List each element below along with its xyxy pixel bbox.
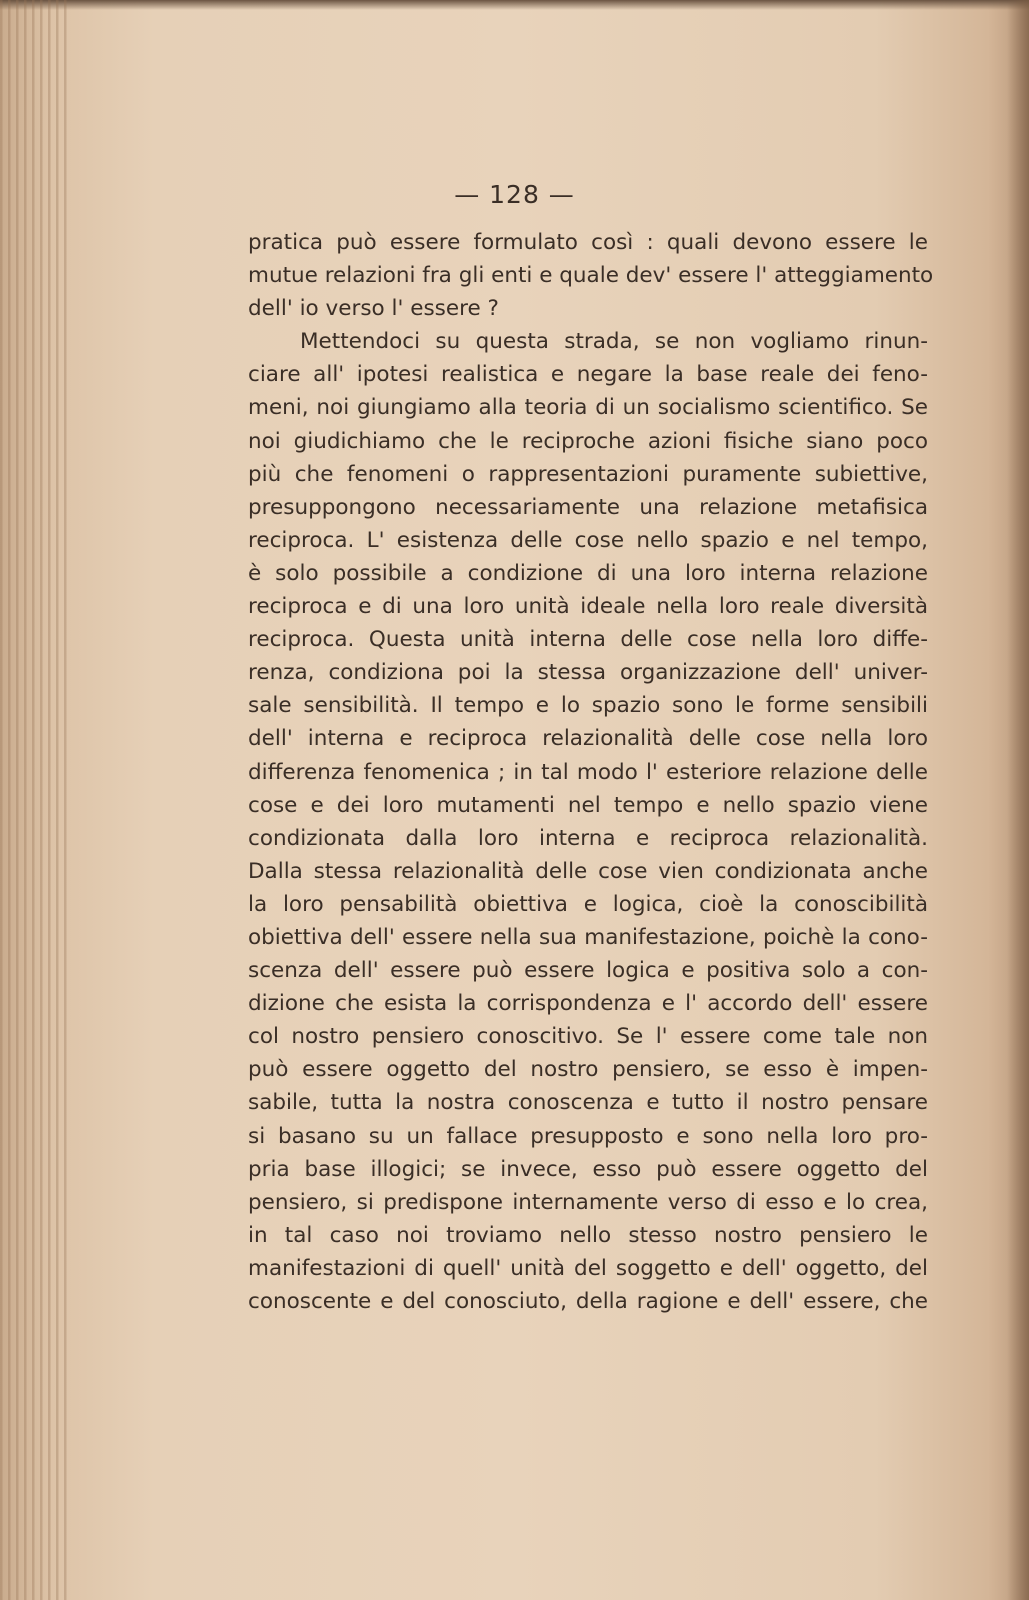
page-left-edge xyxy=(0,0,70,1600)
text-line: dizione che esista la corrispondenza e l' accordo dell' essere xyxy=(248,991,928,1017)
text-line: reciproca. Questa unità interna delle cose nella loro diffe- xyxy=(248,627,928,653)
text-line: scenza dell' essere può essere logica e positiva solo a con- xyxy=(248,958,928,984)
text-line: noi giudichiamo che le reciproche azioni fisiche siano poco xyxy=(248,428,928,454)
text-line: manifestazioni di quell' unità del soggetto e dell' oggetto, del xyxy=(248,1255,928,1281)
text-line: cose e dei loro mutamenti nel tempo e nello spazio viene xyxy=(248,792,928,818)
text-line: sale sensibilità. Il tempo e lo spazio sono le forme sensibili xyxy=(248,693,928,719)
text-line: condizionata dalla loro interna e reciproca relazionalità. xyxy=(248,825,928,851)
text-line: può essere oggetto del nostro pensiero, se esso è impen- xyxy=(248,1057,928,1083)
text-line: meni, noi giungiamo alla teoria di un socialismo scientifico. Se xyxy=(248,395,928,421)
page-top-shadow xyxy=(0,0,1029,10)
text-line: ciare all' ipotesi realistica e negare la base reale dei feno- xyxy=(248,362,928,388)
text-line: dell' io verso l' essere ? xyxy=(248,296,499,322)
text-line: col nostro pensiero conoscitivo. Se l' essere come tale non xyxy=(248,1024,928,1050)
body-text xyxy=(248,226,934,1318)
text-line: reciproca. L' esistenza delle cose nello spazio e nel tempo, xyxy=(248,527,928,553)
text-line: pria base illogici; se invece, esso può essere oggetto del xyxy=(248,1156,928,1182)
text-line: dell' interna e reciproca relazionalità delle cose nella loro xyxy=(248,726,928,752)
text-line: differenza fenomenica ; in tal modo l' esteriore relazione delle xyxy=(248,759,928,785)
text-line: si basano su un fallace presupposto e sono nella loro pro- xyxy=(248,1123,928,1149)
text-line: pratica può essere formulato così : quali devono essere le xyxy=(248,230,928,255)
page-number: — 128 — xyxy=(454,180,575,209)
text-line: reciproca e di una loro unità ideale nella loro reale diversità xyxy=(248,594,928,620)
text-line: più che fenomeni o rappresentazioni puramente subiettive, xyxy=(248,461,928,487)
text-line: renza, condiziona poi la stessa organizzazione dell' univer- xyxy=(248,660,928,686)
text-line: mutue relazioni fra gli enti e quale dev' essere l' atteggiamento xyxy=(248,263,934,289)
text-line: è solo possibile a condizione di una loro interna relazione xyxy=(248,560,928,586)
text-line: Dalla stessa relazionalità delle cose vien condizionata anche xyxy=(248,858,928,884)
text-line: la loro pensabilità obiettiva e logica, cioè la conoscibilità xyxy=(248,891,928,917)
text-line: Mettendoci su questa strada, se non vogliamo rinun- xyxy=(300,329,928,355)
text-line: pensiero, si predispone internamente verso di esso e lo crea, xyxy=(248,1189,928,1215)
text-line: obiettiva dell' essere nella sua manifestazione, poichè la cono- xyxy=(248,924,928,950)
text-line: sabile, tutta la nostra conoscenza e tutto il nostro pensare xyxy=(248,1090,928,1116)
page-right-edge xyxy=(1007,0,1029,1600)
text-line: in tal caso noi troviamo nello stesso nostro pensiero le xyxy=(248,1222,928,1248)
text-line: presuppongono necessariamente una relazione metafisica xyxy=(248,494,928,520)
text-line: conoscente e del conosciuto, della ragione e dell' essere, che xyxy=(248,1289,928,1314)
